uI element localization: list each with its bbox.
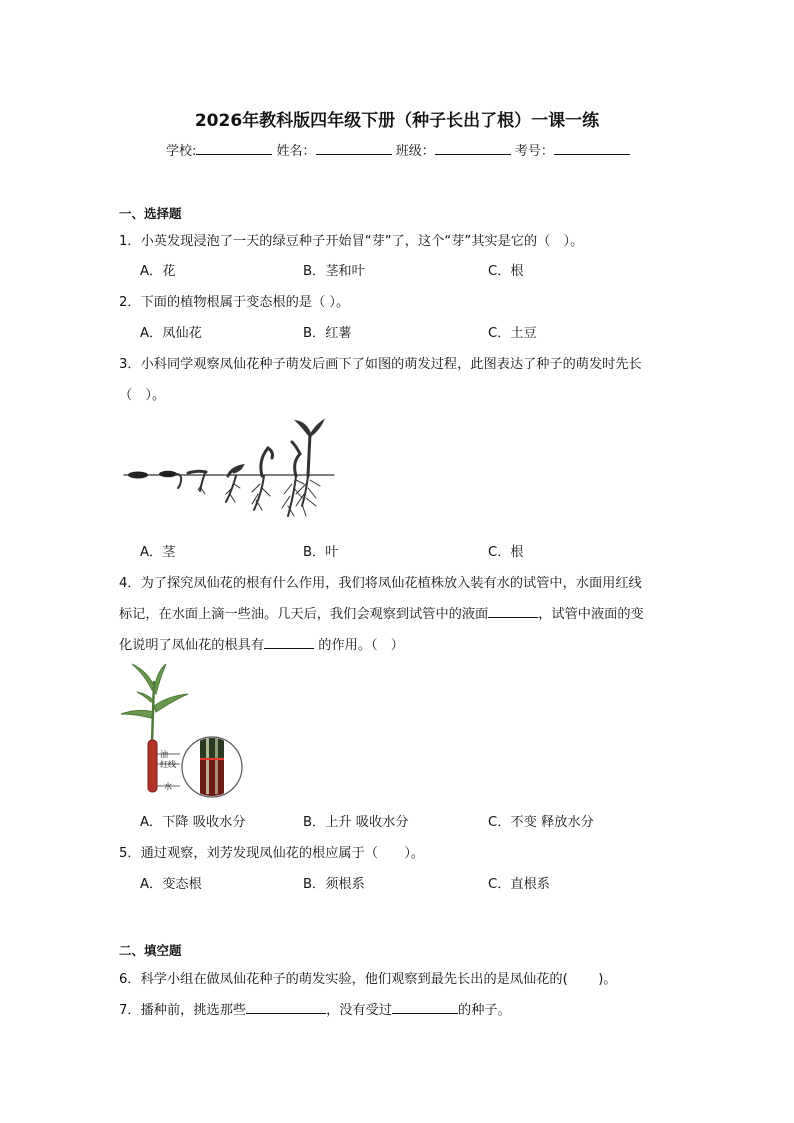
q7-text-end: 的种子。: [458, 1003, 511, 1018]
q1-option-b[interactable]: B．茎和叶: [303, 264, 365, 279]
question-3-line-2: （ ）。: [119, 388, 166, 403]
question-2: 2．下面的植物根属于变态根的是（ ）。: [119, 295, 350, 310]
q5-option-a[interactable]: A．变态根: [140, 877, 202, 892]
question-3-line-1: 3．小科同学观察凤仙花种子萌发后画下了如图的萌发过程，此图表达了种子的萌发时先长: [119, 357, 642, 372]
question-1: 1．小英发现浸泡了一天的绿豆种子开始冒“芽”了，这个“芽”其实是它的（ ）。: [119, 234, 584, 249]
q4-option-a[interactable]: A．下降 吸收水分: [140, 815, 246, 830]
q2-option-a[interactable]: A．凤仙花: [140, 326, 202, 341]
q2-option-b[interactable]: B．红薯: [303, 326, 352, 341]
question-4-line-1: 4．为了探究凤仙花的根有什么作用，我们将凤仙花植株放入装有水的试管中，水面用红线: [119, 576, 642, 591]
q2-option-c[interactable]: C．土豆: [488, 326, 537, 341]
q5-option-c[interactable]: C．直根系: [488, 877, 550, 892]
section-heading-choice: 一、选择题: [119, 206, 182, 221]
name-field[interactable]: [316, 142, 392, 155]
q3-option-a[interactable]: A．茎: [140, 545, 176, 560]
test-tube-plant-figure: [118, 662, 252, 798]
q7-text-start: 7．播种前，挑选那些: [119, 1003, 247, 1018]
q7-blank-1[interactable]: [246, 1001, 326, 1014]
school-label: 学校:: [166, 144, 197, 159]
school-field[interactable]: [196, 142, 272, 155]
class-field[interactable]: [435, 142, 511, 155]
q1-option-a[interactable]: A．花: [140, 264, 176, 279]
label-red-line: 红线: [160, 760, 176, 769]
label-oil: 油: [160, 750, 168, 759]
q4-option-c[interactable]: C．不变 释放水分: [488, 815, 594, 830]
label-water: 水: [164, 782, 172, 791]
name-label: 姓名：: [276, 144, 316, 159]
q5-option-b[interactable]: B．须根系: [303, 877, 365, 892]
student-info-line: [166, 140, 630, 159]
seed-germination-figure: [120, 418, 340, 524]
q4-line3-end: 的作用。（ ）: [314, 638, 404, 653]
q7-text-middle: ，没有受过: [326, 1003, 393, 1018]
number-field[interactable]: [554, 142, 630, 155]
question-5: 5．通过观察，刘芳发现凤仙花的根应属于（ ）。: [119, 846, 425, 861]
q4-line2-end: ，试管中液面的变: [538, 607, 644, 622]
q4-line3-start: 化说明了凤仙花的根具有: [119, 638, 265, 653]
q4-blank-1[interactable]: [488, 605, 538, 618]
number-label: 考号：: [514, 144, 554, 159]
q4-blank-2[interactable]: [264, 636, 314, 649]
question-6: 6．科学小组在做凤仙花种子的萌发实验，他们观察到最先长出的是凤仙花的( )。: [119, 972, 617, 987]
question-7: [119, 999, 511, 1018]
q3-option-b[interactable]: B．叶: [303, 545, 339, 560]
q3-option-c[interactable]: C．根: [488, 545, 524, 560]
page-title: 2026年教科版四年级下册（种子长出了根）一课一练: [194, 111, 600, 131]
q7-blank-2[interactable]: [392, 1001, 458, 1014]
q1-option-c[interactable]: C．根: [488, 264, 524, 279]
q4-option-b[interactable]: B．上升 吸收水分: [303, 815, 409, 830]
class-label: 班级：: [395, 144, 435, 159]
q4-line2-start: 标记，在水面上滴一些油。几天后，我们会观察到试管中的液面: [119, 607, 489, 622]
question-4-line-3: [119, 634, 404, 653]
question-4-line-2: [119, 603, 644, 622]
section-heading-fill: 二、填空题: [119, 943, 182, 958]
